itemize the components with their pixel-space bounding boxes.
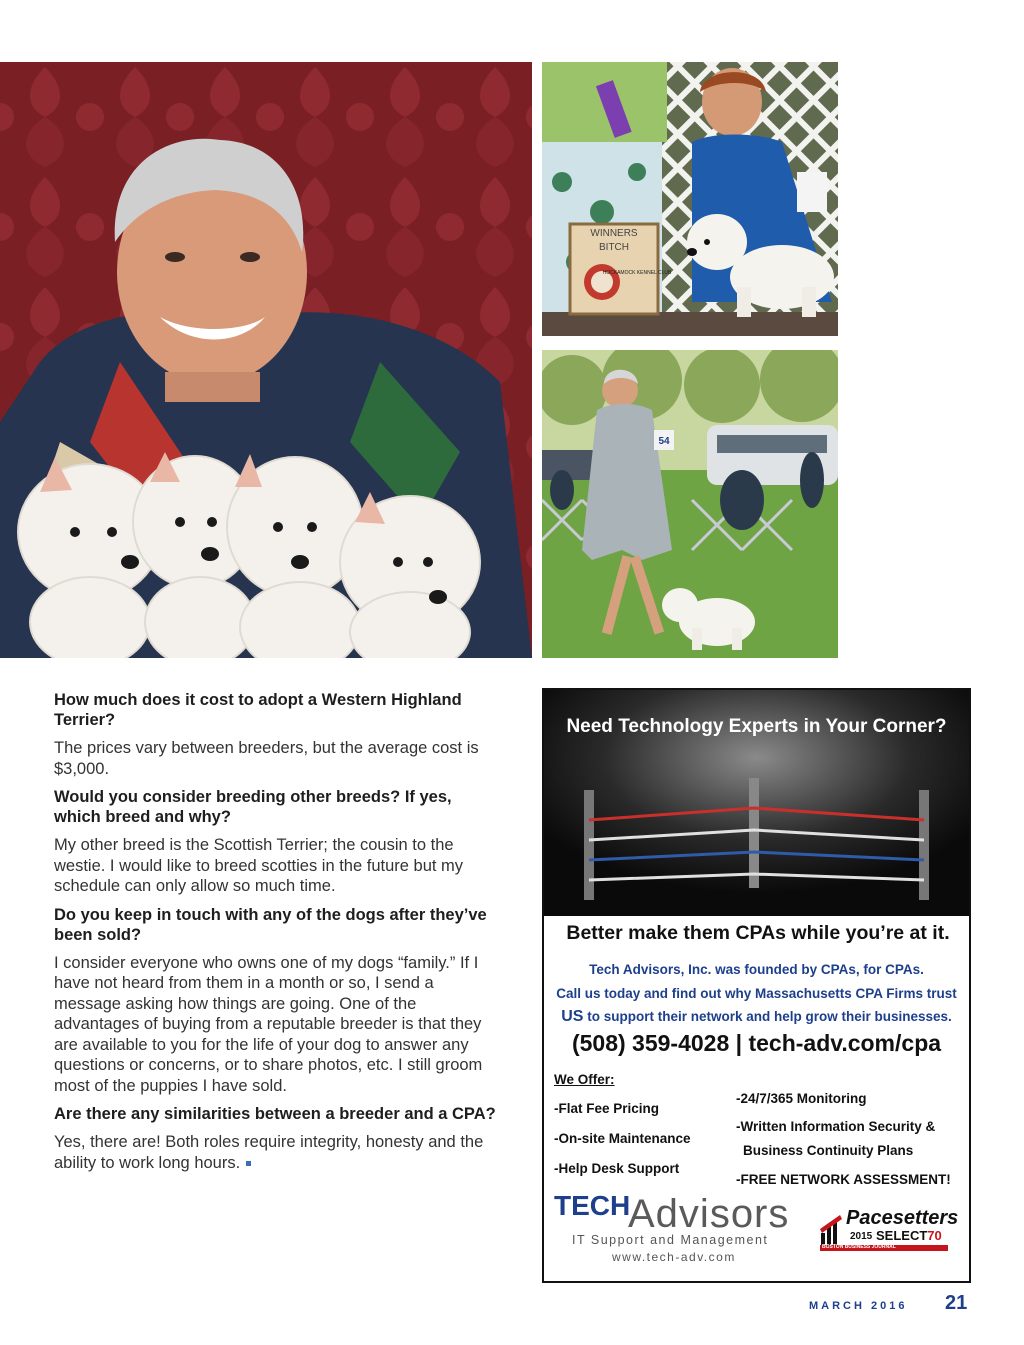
sign-line1: WINNERS	[590, 228, 638, 239]
ad-offer-title: We Offer:	[554, 1072, 615, 1087]
ad-line-3-us: US	[561, 1008, 584, 1025]
question-2: Would you consider breeding other breeds? If yes, which breed and why?	[54, 788, 452, 826]
offer-monitoring: -24/7/365 Monitoring	[736, 1091, 867, 1106]
ad-tagline: Better make them CPAs while you’re at it.	[566, 922, 950, 944]
ad-phone-url[interactable]: (508) 359-4028 | tech-adv.com/cpa	[571, 1030, 942, 1056]
pacesetters-select-word: SELECT	[876, 1228, 928, 1243]
question-3: Do you keep in touch with any of the dogs after they’ve been sold?	[54, 905, 487, 944]
dog-show-ring-photo	[542, 62, 838, 336]
boxing-ring-image	[544, 690, 969, 916]
question-4: Are there any similarities between a breeder and a CPA?	[54, 1105, 496, 1123]
end-mark-icon	[246, 1161, 251, 1166]
tech-advisors-url[interactable]: www.tech-adv.com	[612, 1250, 736, 1264]
rosette-text: HOCKAMOCK KENNEL CLUB	[602, 270, 672, 276]
tech-advisors-logo-subtitle: IT Support and Management	[572, 1233, 769, 1247]
pacesetters-badge	[820, 1207, 959, 1257]
ad-headline: Need Technology Experts in Your Corner?	[566, 716, 947, 737]
pacesetters-bar-text: BOSTON BUSINESS JOURNAL	[822, 1244, 896, 1250]
footer-issue-date: MARCH 2016	[809, 1300, 908, 1312]
ad-line-1: Tech Advisors, Inc. was founded by CPAs, for CPAs.	[589, 962, 924, 977]
answer-4	[54, 1132, 499, 1173]
offer-continuity: Business Continuity Plans	[743, 1143, 914, 1158]
article-column	[54, 690, 499, 1181]
offer-assessment: -FREE NETWORK ASSESSMENT!	[736, 1172, 951, 1187]
ad-line-3-rest: to support their network and help grow their businesses.	[583, 1009, 952, 1024]
pacesetters-year: 2015	[850, 1231, 873, 1242]
page-number: 21	[945, 1292, 968, 1314]
ad-line-2: Call us today and find out why Massachusetts CPA Firms trust	[556, 986, 957, 1001]
sign-line2: BITCH	[599, 242, 629, 253]
offer-helpdesk: -Help Desk Support	[554, 1161, 680, 1176]
answer-2: My other breed is the Scottish Terrier; the cousin to the westie. I would like to breed scotties in the future but my schedule can only allow so much time.	[54, 836, 464, 895]
breeder-with-puppies-photo	[0, 62, 532, 658]
tech-advisors-ad[interactable]	[542, 688, 971, 1283]
offer-flat-fee: -Flat Fee Pricing	[554, 1101, 660, 1116]
answer-3: I consider everyone who owns one of my dogs “family.” If I have not heard from them in a month or so, I send a message asking how things are going. One of the advantages of buying from a reputable breeder is that they are available to you for the life of your dog to answer any questions or concerns, or to share photos, etc. I still groom most of the puppies I have sold.	[54, 953, 483, 1095]
pacesetters-chart-icon	[820, 1215, 844, 1245]
offer-security: -Written Information Security &	[736, 1119, 936, 1134]
question-1: How much does it cost to adopt a Western Highland Terrier?	[54, 691, 462, 729]
answer-4-text: Yes, there are! Both roles require integrity, honesty and the ability to work long hours.	[54, 1133, 484, 1172]
answer-1: The prices vary between breeders, but the average cost is $3,000.	[54, 739, 479, 778]
dog-show-field-photo	[542, 350, 838, 658]
pacesetters-select	[876, 1228, 942, 1243]
armband-number: 54	[658, 436, 670, 447]
pacesetters-select-num: 70	[927, 1228, 942, 1243]
pacesetters-title: Pacesetters	[846, 1207, 959, 1229]
offer-onsite: -On-site Maintenance	[554, 1131, 691, 1146]
tech-advisors-logo-advisors: Advisors	[628, 1192, 790, 1236]
tech-advisors-logo-tech: TECH	[554, 1190, 631, 1221]
ad-line-3	[544, 1008, 969, 1026]
